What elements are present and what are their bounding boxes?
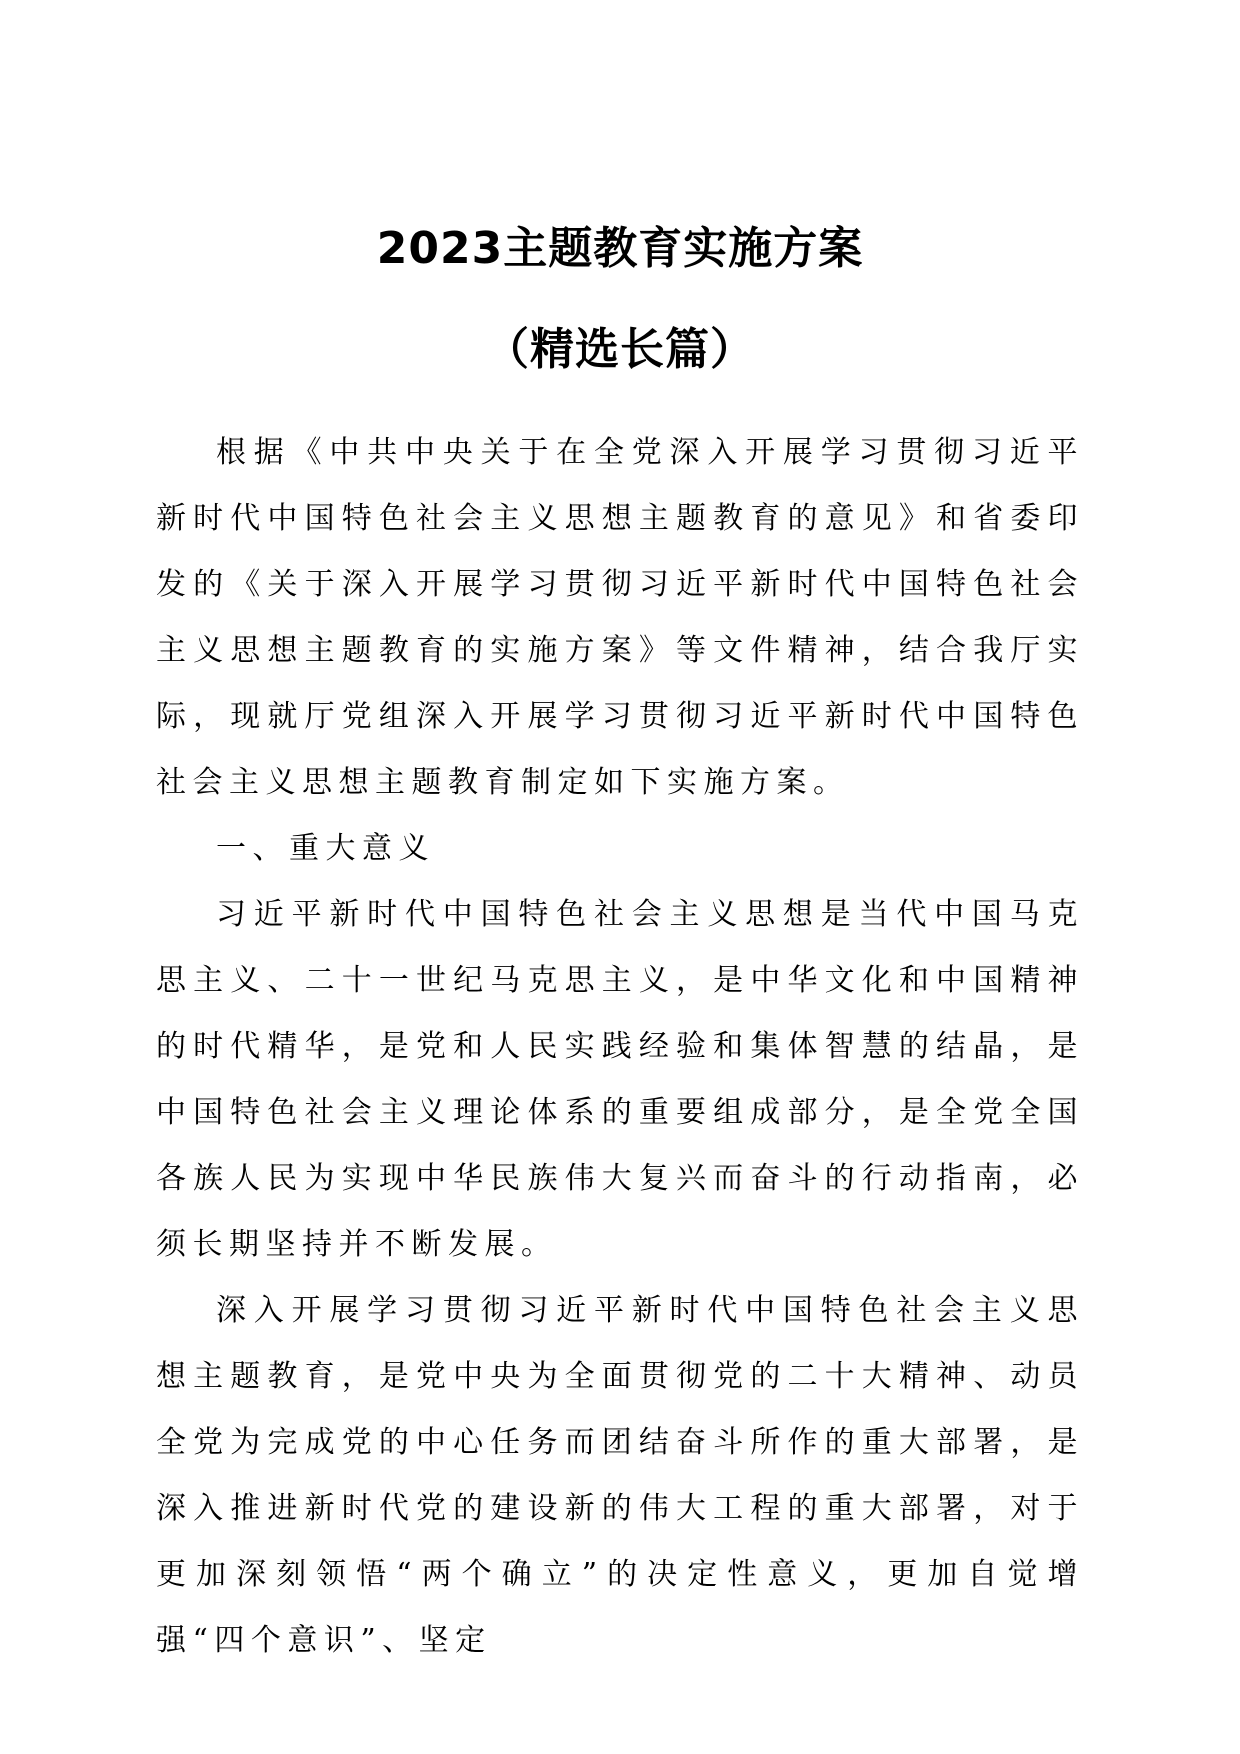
section-heading: 一、重大意义 xyxy=(216,831,435,866)
body-paragraph: 习近平新时代中国特色社会主义思想是当代中国马克思主义、二十一世纪马克思主义，是中华文化和中国精神的时代精华，是党和人民实践经验和集体智慧的结晶，是中国特色社会主义理论体系的重要组成部分，是全党全国各族人民为实现中华民族伟大复兴而奋斗的行动指南，必须长期坚持并不断发展。 xyxy=(156,897,1084,1262)
document-body xyxy=(156,420,1084,1674)
intro-paragraph: 根据《中共中央关于在全党深入开展学习贯彻习近平新时代中国特色社会主义思想主题教育的意见》和省委印发的《关于深入开展学习贯彻习近平新时代中国特色社会主义思想主题教育的实施方案》等文件精神，结合我厅实际，现就厅党组深入开展学习贯彻习近平新时代中国特色社会主义思想主题教育制定如下实施方案。 xyxy=(156,435,1084,800)
document-subtitle: （精选长篇） xyxy=(485,324,755,375)
body-paragraph: 深入开展学习贯彻习近平新时代中国特色社会主义思想主题教育，是党中央为全面贯彻党的二十大精神、动员全党为完成党的中心任务而团结奋斗所作的重大部署，是深入推进新时代党的建设新的伟大工程的重大部署，对于更加深刻领悟“两个确立”的决定性意义，更加自觉增强“四个意识”、坚定 xyxy=(156,1293,1084,1658)
document-title: 2023主题教育实施方案 xyxy=(376,223,864,274)
